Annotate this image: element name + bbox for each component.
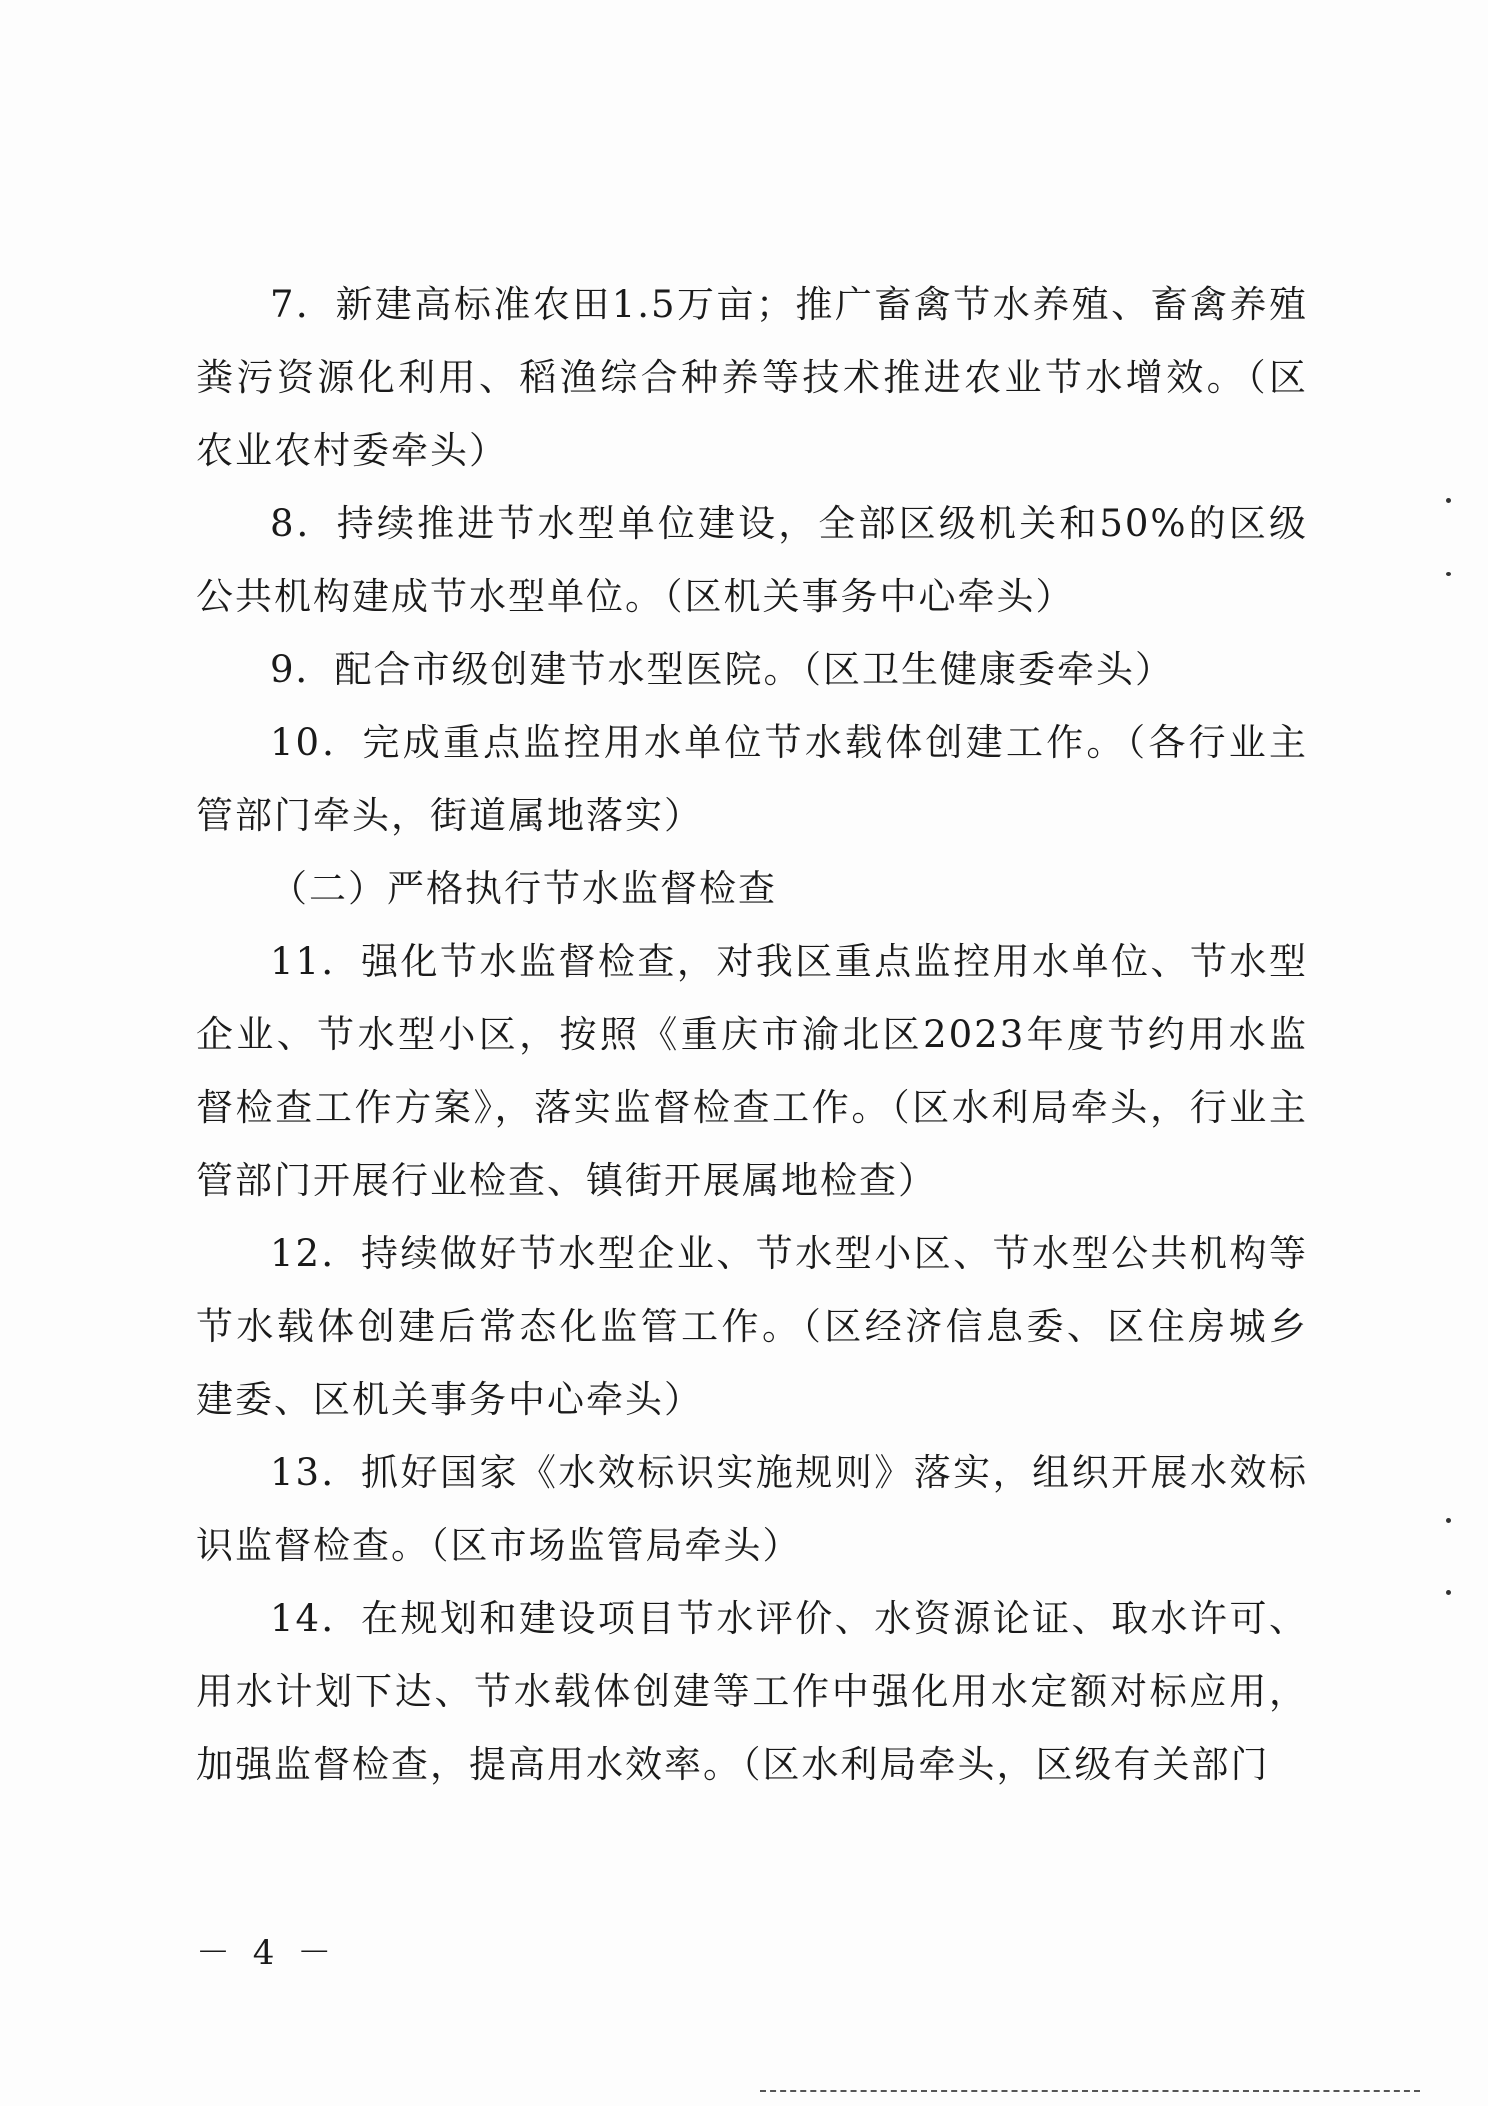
- paragraph-item-10: 10．完成重点监控用水单位节水载体创建工作。（各行业主管部门牵头，街道属地落实）: [196, 721, 1308, 837]
- paragraph-item-8: 8．持续推进节水型单位建设，全部区级机关和50%的区级公共机构建成节水型单位。（区机关事务中心牵头）: [196, 502, 1308, 618]
- scan-dot: [1446, 572, 1451, 576]
- paragraph-item-13: 13．抓好国家《水效标识实施规则》落实，组织开展水效标识监督检查。（区市场监管局牵头）: [196, 1451, 1308, 1567]
- scan-dot: [1446, 1590, 1451, 1595]
- document-body: [196, 268, 1308, 1801]
- paragraph-item-11: 11．强化节水监督检查，对我区重点监控用水单位、节水型企业、节水型小区，按照《重庆市渝北区2023年度节约用水监督检查工作方案》，落实监督检查工作。（区水利局牵头，行业主管部门开展行业检查、镇街开展属地检查）: [196, 940, 1308, 1202]
- scan-dot: [1446, 1518, 1451, 1523]
- paragraph-item-14: 14．在规划和建设项目节水评价、水资源论证、取水许可、用水计划下达、节水载体创建等工作中强化用水定额对标应用，加强监督检查，提高用水效率。（区水利局牵头，区级有关部门: [196, 1597, 1308, 1786]
- scan-dot: [1446, 498, 1451, 503]
- scan-edge-line: [760, 2090, 1420, 2094]
- paragraph-item-9: 9．配合市级创建节水型医院。（区卫生健康委牵头）: [270, 648, 1175, 691]
- page-number: － 4 －: [196, 1933, 338, 1973]
- paragraph-item-7: 7．新建高标准农田1.5万亩；推广畜禽节水养殖、畜禽养殖粪污资源化利用、稻渔综合种养等技术推进农业节水增效。（区农业农村委牵头）: [196, 283, 1308, 472]
- paragraph-item-12: 12．持续做好节水型企业、节水型小区、节水型公共机构等节水载体创建后常态化监管工作。（区经济信息委、区住房城乡建委、区机关事务中心牵头）: [196, 1232, 1308, 1421]
- section-heading: （二）严格执行节水监督检查: [270, 867, 777, 910]
